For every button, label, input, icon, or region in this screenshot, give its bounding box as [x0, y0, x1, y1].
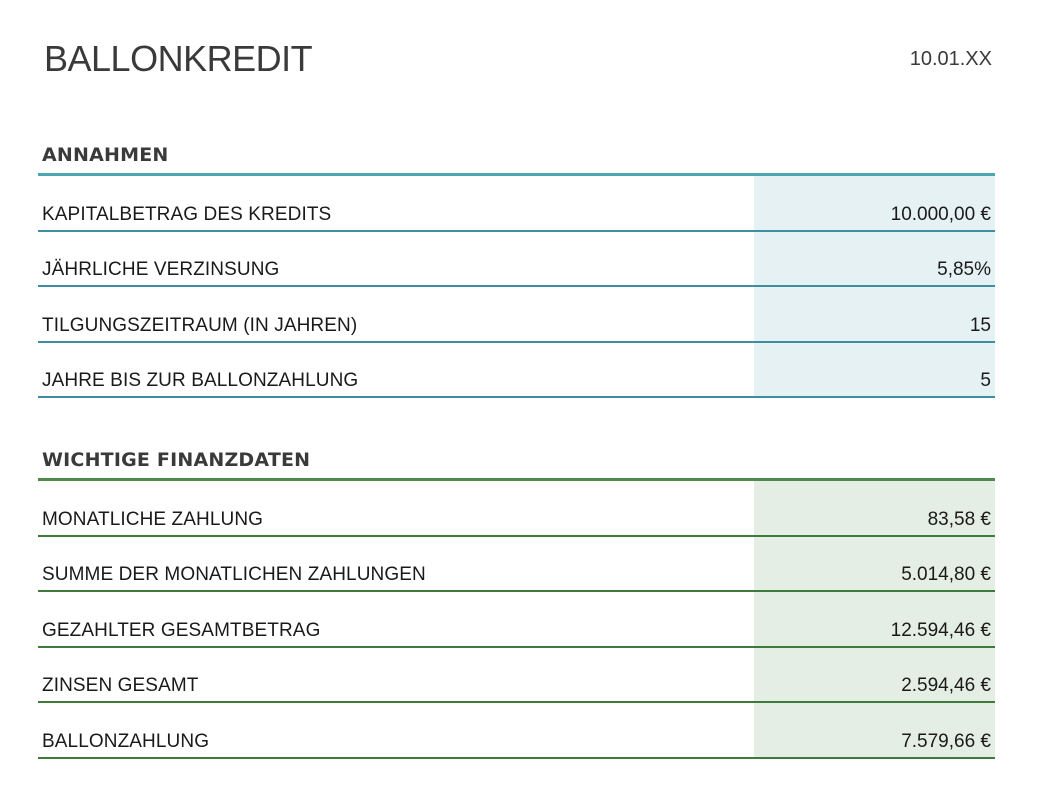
- row-label-total-interest: ZINSEN GESAMT: [42, 675, 199, 696]
- assumptions-heading: ANNAHMEN: [38, 138, 995, 176]
- document-date: 10.01.XX: [909, 48, 992, 70]
- table-row: [38, 232, 995, 288]
- row-label-interest-rate: JÄHRLICHE VERZINSUNG: [42, 259, 280, 280]
- row-label-amortization-period: TILGUNGSZEITRAUM (IN JAHREN): [42, 314, 358, 336]
- interest-rate-value[interactable]: 5,85%: [937, 259, 991, 280]
- years-to-balloon-value[interactable]: 5: [980, 370, 991, 391]
- input-cell-years-to-balloon[interactable]: [754, 343, 995, 397]
- assumptions-section: [38, 138, 995, 398]
- balloon-payment-value: 7.579,66 €: [901, 730, 991, 752]
- result-cell-total-paid[interactable]: [754, 592, 995, 646]
- result-cell-total-monthly-payments[interactable]: [754, 537, 995, 591]
- result-cell-monthly-payment[interactable]: [754, 481, 995, 535]
- result-cell-total-interest[interactable]: [754, 648, 995, 702]
- table-row: [38, 176, 995, 232]
- financials-heading: WICHTIGE FINANZDATEN: [38, 443, 995, 481]
- total-paid-value: 12.594,46 €: [890, 619, 991, 641]
- result-cell-balloon-payment[interactable]: [754, 703, 995, 757]
- table-row: [38, 287, 995, 343]
- input-cell-principal[interactable]: [754, 176, 995, 230]
- row-label-total-monthly-payments: SUMME DER MONATLICHEN ZAHLUNGEN: [42, 564, 426, 585]
- row-label-principal: KAPITALBETRAG DES KREDITS: [42, 203, 332, 225]
- financials-section: [38, 443, 995, 759]
- page-title: BALLONKREDIT: [44, 38, 313, 79]
- table-row: [38, 703, 995, 759]
- principal-value[interactable]: 10.000,00 €: [890, 203, 991, 225]
- amortization-period-value[interactable]: 15: [969, 314, 991, 336]
- row-label-balloon-payment: BALLONZAHLUNG: [42, 730, 210, 752]
- input-cell-amortization-period[interactable]: [754, 287, 995, 341]
- table-row: [38, 537, 995, 593]
- table-row: [38, 648, 995, 704]
- table-row: [38, 343, 995, 399]
- input-cell-interest-rate[interactable]: [754, 232, 995, 286]
- total-monthly-payments-value: 5.014,80 €: [901, 564, 991, 585]
- row-label-monthly-payment: MONATLICHE ZAHLUNG: [42, 508, 264, 530]
- monthly-payment-value: 83,58 €: [927, 508, 991, 530]
- table-row: [38, 481, 995, 537]
- row-label-total-paid: GEZAHLTER GESAMTBETRAG: [42, 619, 321, 641]
- table-row: [38, 592, 995, 648]
- total-interest-value: 2.594,46 €: [901, 675, 991, 696]
- row-label-years-to-balloon: JAHRE BIS ZUR BALLONZAHLUNG: [42, 370, 359, 391]
